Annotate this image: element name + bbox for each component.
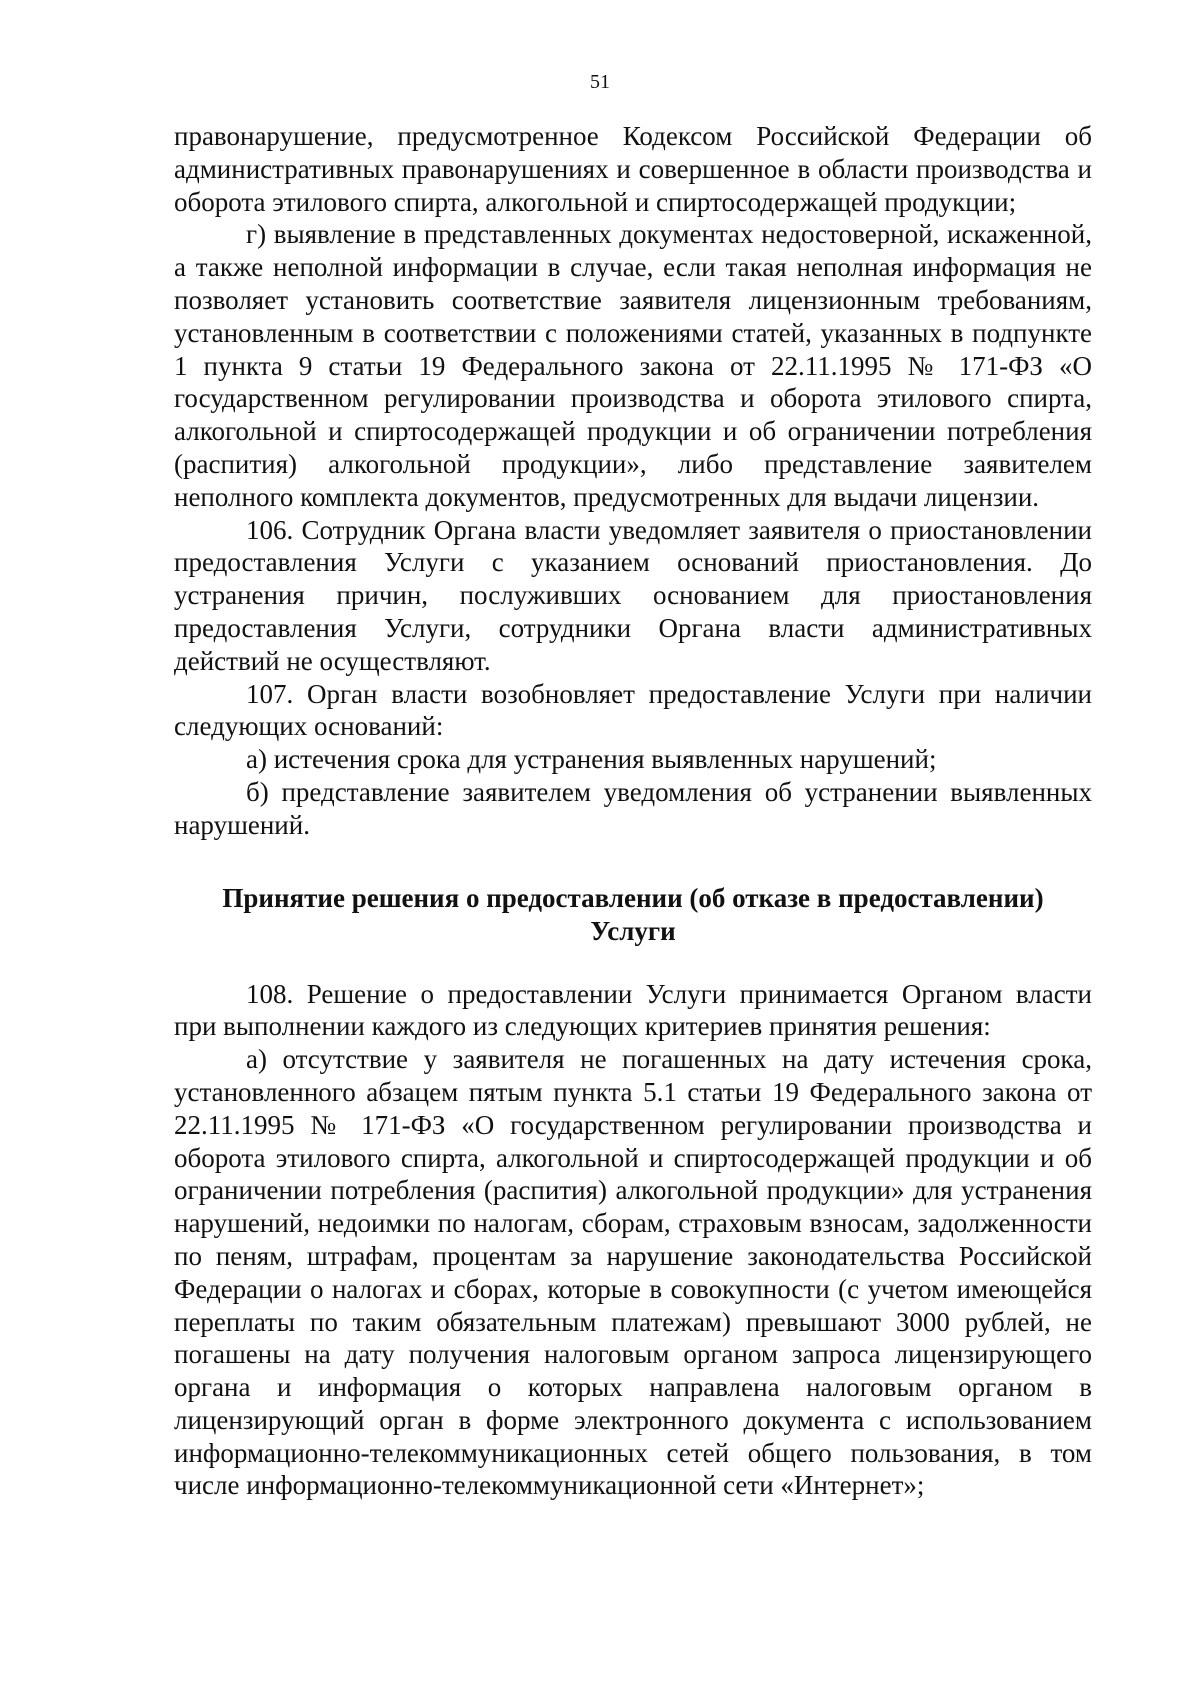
- paragraph-107-b: б) представление заявителем уведомления об устранении выявленных нарушений.: [174, 776, 1092, 840]
- paragraph-108: 108. Решение о предоставлении Услуги принимается Органом власти при выполнении каждого из следующих критериев принятия решения:: [174, 978, 1092, 1042]
- page-number: 51: [590, 71, 610, 93]
- paragraph-item-g: г) выявление в представленных документах недостоверной, искаженной, а также неполной информации в случае, если такая неполная информация не позволяет установить соответствие заявителя лицензионным требованиям, установленным в соответствии с положениями статей, указанных в подпункте 1 пункта 9 статьи 19 Федерального закона от 22.11.1995 № 171-ФЗ «О государственном регулировании производства и оборота этилового спирта, алкогольной и спиртосодержащей продукции и об ограничении потребления (распития) алкогольной продукции», либо представление заявителем неполного комплекта документов, предусмотренных для выдачи лицензии.: [174, 219, 1092, 512]
- document-body: [174, 120, 1092, 1502]
- paragraph-continuation: правонарушение, предусмотренное Кодексом Российской Федерации об административных правонарушениях и совершенное в области производства и оборота этилового спирта, алкогольной и спиртосодержащей продукции;: [174, 121, 1092, 217]
- paragraph-108-a: а) отсутствие у заявителя не погашенных на дату истечения срока, установленного абзацем пятым пункта 5.1 статьи 19 Федерального закона от 22.11.1995 № 171-ФЗ «О государственном регулировании производства и оборота этилового спирта, алкогольной и спиртосодержащей продукции и об ограничении потребления (распития) алкогольной продукции» для устранения нарушений, недоимки по налогам, сборам, страховым взносам, задолженности по пеням, штрафам, процентам за нарушение законодательства Российской Федерации о налогах и сборах, которые в совокупности (с учетом имеющейся переплаты по таким обязательным платежам) превышают 3000 рублей, не погашены на дату получения налоговым органом запроса лицензирующего органа и информация о которых направлена налоговым органом в лицензирующий орган в форме электронного документа с использованием информационно-телекоммуникационных сетей общего пользования, в том числе информационно-телекоммуникационной сети «Интернет»;: [174, 1044, 1092, 1501]
- paragraph-107: 107. Орган власти возобновляет предоставление Услуги при наличии следующих оснований:: [174, 678, 1092, 742]
- section-heading: [174, 882, 1092, 948]
- section-heading-line-2: Услуги: [590, 915, 676, 946]
- section-heading-line-1: Принятие решения о предоставлении (об отказе в предоставлении): [222, 882, 1044, 913]
- paragraph-106: 106. Сотрудник Органа власти уведомляет заявителя о приостановлении предоставления Услуги с указанием оснований приостановления. До устранения причин, послуживших основанием для приостановления предоставления Услуги, сотрудники Органа власти административных действий не осуществляют.: [174, 514, 1092, 676]
- paragraph-107-a: а) истечения срока для устранения выявленных нарушений;: [246, 744, 937, 775]
